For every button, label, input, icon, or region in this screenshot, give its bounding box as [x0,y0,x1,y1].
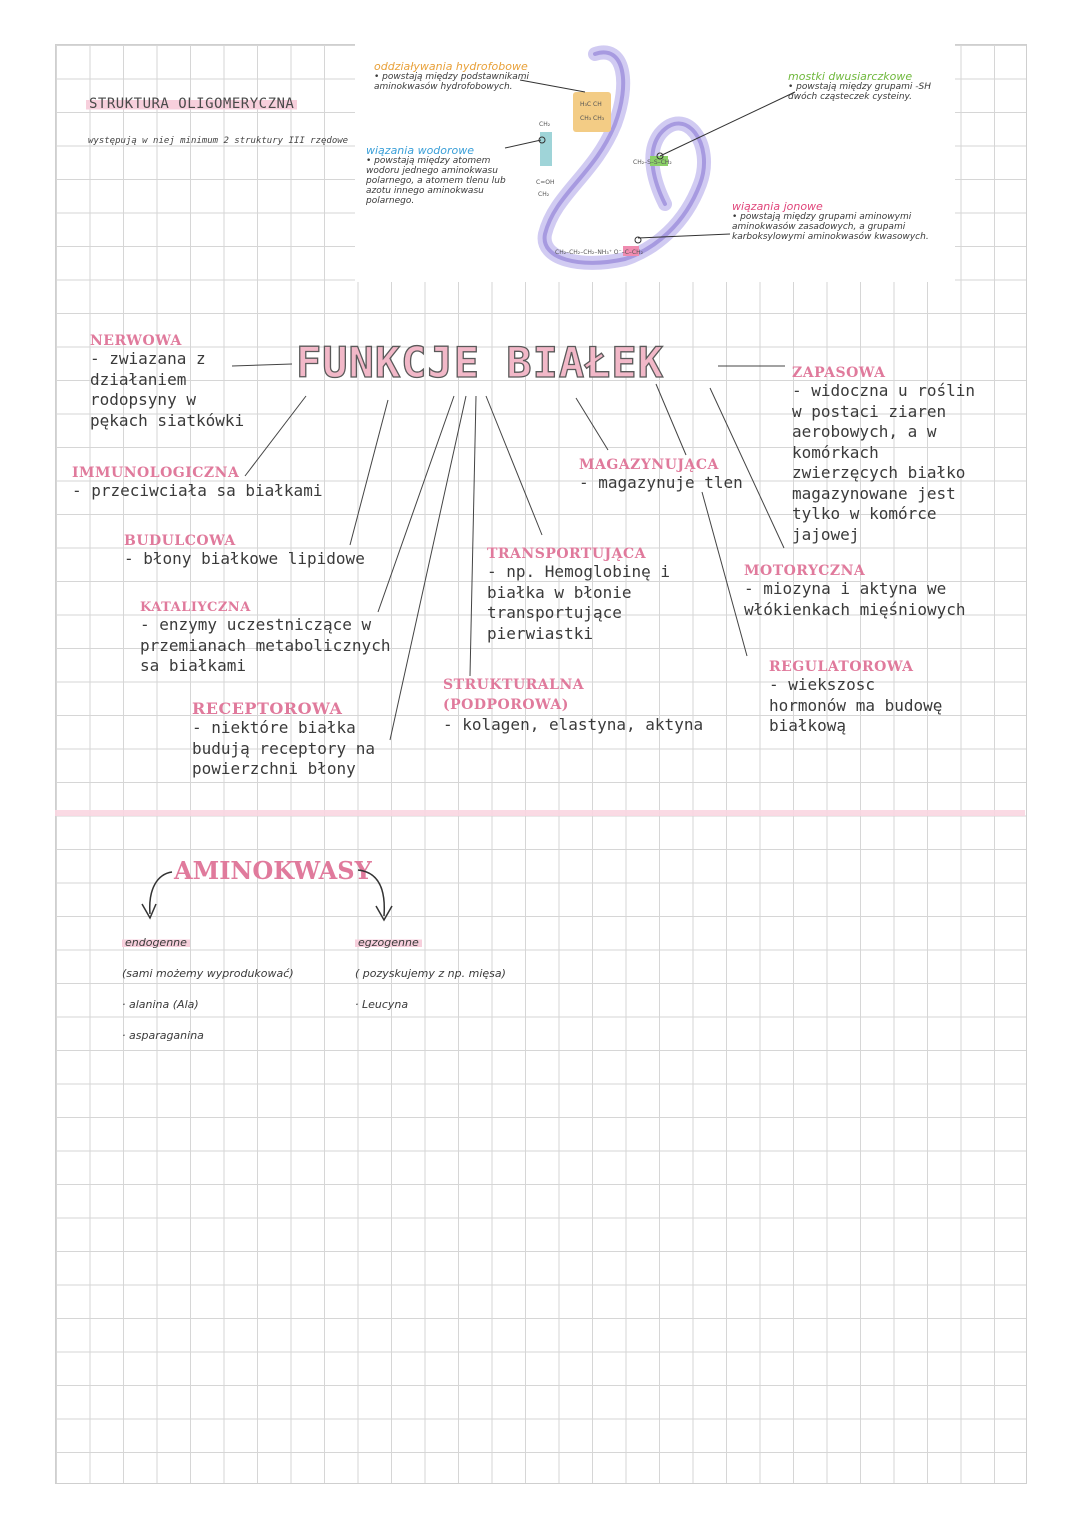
zapasowa-head: ZAPASOWA [792,365,886,381]
nerwowa-head: NERWOWA [90,333,182,349]
function-nerwowa [90,333,244,431]
function-budulcowa [124,533,365,570]
egzogenne-desc: ( pozyskujemy z np. mięsa) [355,967,506,980]
function-zapasowa [792,365,975,545]
function-immunologiczna [72,465,322,502]
regulatorowa-head: REGULATOROWA [769,659,914,675]
functions-title: FUNKCJE BIAŁEK [296,338,665,387]
receptorowa-head: RECEPTOROWA [192,699,343,718]
magazynujaca-desc: - magazynuje tlen [579,473,743,492]
function-magazynujaca [579,457,743,494]
amino-title: AMINOKWASY [174,856,372,885]
svg-text:CH₂: CH₂ [538,191,550,198]
nerwowa-desc: - zwiazana z działaniem rodopsyny w pękach siatkówki [90,349,245,430]
immunologiczna-head: IMMUNOLOGICZNA [72,465,240,481]
regulatorowa-desc: - wiekszosc hormonów ma budowę białkową [769,675,943,735]
function-motoryczna [744,563,966,620]
endogenne-head: endogenne [122,936,294,949]
ionic-title: wiązania jonowe [732,200,823,213]
hydrogen-desc: • powstają między atomem wodoru jednego aminokwasu polarnego, a atomem tlenu lub azotu innego aminokwasu polarnego. [366,156,506,206]
svg-text:CH₃ CH₃: CH₃ CH₃ [580,115,605,122]
receptorowa-desc: - niektóre białka budują receptory na powierzchni błony [192,718,376,778]
hydrophobic-desc: • powstają między podstawnikami aminokwasów hydrofobowych. [374,72,530,92]
budulcowa-desc: - błony białkowe lipidowe [124,549,365,568]
katalityczna-head: KATALIYCZNA [140,600,251,615]
svg-text:CH₂–CH₂–CH₂–NH₃⁺ O⁻–C–CH₂: CH₂–CH₂–CH₂–NH₃⁺ O⁻–C–CH₂ [555,249,643,256]
function-strukturalna [443,675,703,736]
transportujaca-head: TRANSPORTUJĄCA [487,546,647,562]
amino-arrows [130,858,410,928]
svg-text:C=OH: C=OH [536,179,555,186]
magazynujaca-head: MAGAZYNUJĄCA [579,457,719,473]
egzogenne-item: · Leucyna [355,998,409,1011]
disulfide-title: mostki dwusiarczkowe [788,70,913,83]
oligo-subtitle: występują w niej minimum 2 struktury III rzędowe [88,136,349,146]
ionic-desc: • powstają między grupami aminowymi aminokwasów zasadowych, a grupami karboksylowymi aminokwasów kwasowych. [732,212,929,242]
immunologiczna-desc: - przeciwciała sa białkami [72,481,323,500]
oligo-title: STRUKTURA OLIGOMERYCZNA [86,96,297,112]
motoryczna-desc: - miozyna i aktyna we włókienkach mięśniowych [744,579,966,619]
function-receptorowa [192,699,375,780]
zapasowa-desc: - widoczna u roślin w postaci ziaren aerobowych, a w komórkach zwierzęcych białko magazynowane jest tylko w komórce jajowej [792,381,976,544]
function-katalityczna [140,600,390,677]
endogenne-desc: (sami możemy wyprodukować) [122,967,294,980]
section-divider [55,810,1025,816]
motoryczna-head: MOTORYCZNA [744,563,866,579]
egzogenne-head: egzogenne [355,936,506,949]
svg-text:CH₂–S–S–CH₂: CH₂–S–S–CH₂ [633,159,672,166]
egzogenne-block [355,936,506,1011]
endogenne-item: · alanina (Ala) [122,998,199,1011]
function-transportujaca [487,546,670,644]
strukturalna-desc: - kolagen, elastyna, aktyna [443,715,704,734]
endogenne-block [122,936,294,1042]
transportujaca-desc: - np. Hemoglobinę i białka w błonie transportujące pierwiastki [487,562,671,643]
hydrogen-title: wiązania wodorowe [366,144,475,157]
katalityczna-desc: - enzymy uczestniczące w przemianach metabolicznych sa białkami [140,615,391,675]
function-regulatorowa [769,659,942,737]
svg-text:CH₂: CH₂ [539,121,551,128]
hydrophobic-title: oddziaływania hydrofobowe [374,60,528,73]
endogenne-item: · asparaganina [122,1029,204,1042]
strukturalna-head: STRUKTURALNA (PODPOROWA) [443,677,585,713]
budulcowa-head: BUDULCOWA [124,533,236,549]
svg-text:H₃C CH: H₃C CH [580,101,602,108]
disulfide-desc: • powstają między grupami -SH dwóch cząsteczek cysteiny. [788,82,931,102]
